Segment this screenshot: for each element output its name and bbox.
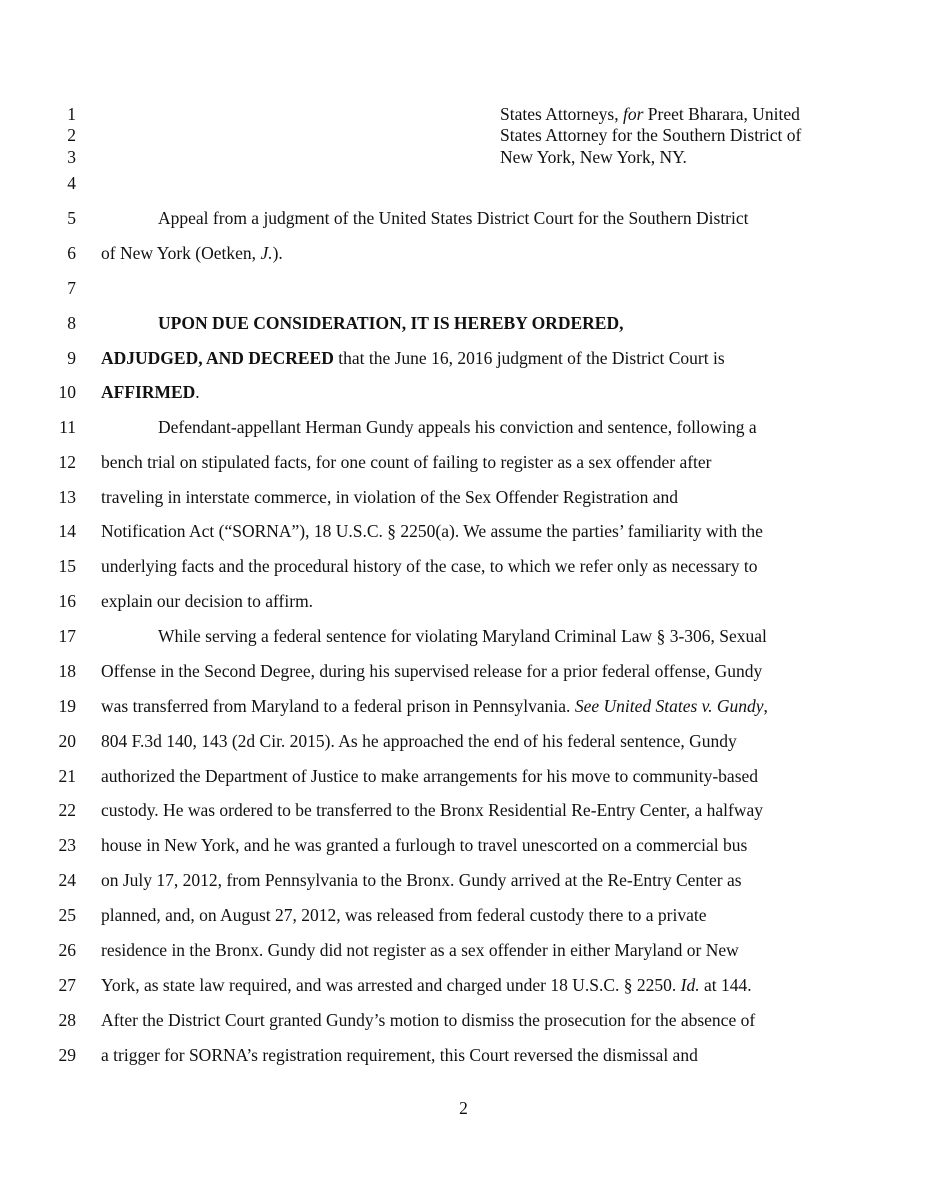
order-heading: UPON DUE CONSIDERATION, IT IS HEREBY ORDERED, bbox=[158, 313, 624, 333]
counsel-text: Preet Bharara, United bbox=[643, 104, 800, 124]
line-number: 24 bbox=[58, 870, 76, 890]
line-number: 15 bbox=[58, 556, 76, 576]
para2-line: authorized the Department of Justice to make arrangements for his move to community-based bbox=[101, 766, 759, 786]
para2-line: Offense in the Second Degree, during his supervised release for a prior federal offense, Gundy bbox=[101, 661, 763, 681]
para2-text: York, as state law required, and was arrested and charged under 18 U.S.C. § 2250. bbox=[101, 975, 681, 995]
appeal-text: of New York (Oetken, bbox=[101, 243, 261, 263]
line-number: 13 bbox=[58, 487, 76, 507]
counsel-line: New York, New York, NY. bbox=[500, 147, 687, 167]
line-number: 2 bbox=[67, 125, 76, 145]
line-number: 22 bbox=[58, 800, 76, 820]
line-number: 9 bbox=[67, 348, 76, 368]
line-number: 6 bbox=[67, 243, 76, 263]
para2-line: house in New York, and he was granted a furlough to travel unescorted on a commercial bus bbox=[101, 835, 748, 855]
line-number: 3 bbox=[67, 147, 76, 167]
order-text: . bbox=[195, 382, 200, 402]
line-number: 17 bbox=[58, 626, 76, 646]
line-number: 21 bbox=[58, 766, 76, 786]
line-number: 10 bbox=[58, 382, 76, 402]
para2-line: After the District Court granted Gundy’s motion to dismiss the prosecution for the absence of bbox=[101, 1010, 756, 1030]
page-number: 2 bbox=[459, 1098, 468, 1118]
judge-abbrev: J. bbox=[260, 243, 273, 263]
para2-line: 804 F.3d 140, 143 (2d Cir. 2015). As he approached the end of his federal sentence, Gundy bbox=[101, 731, 737, 751]
line-number: 27 bbox=[58, 975, 76, 995]
line-number: 19 bbox=[58, 696, 76, 716]
line-number: 28 bbox=[58, 1010, 76, 1030]
line-number: 11 bbox=[59, 417, 76, 437]
line-number: 25 bbox=[58, 905, 76, 925]
para2-line: planned, and, on August 27, 2012, was released from federal custody there to a private bbox=[101, 905, 707, 925]
line-number: 14 bbox=[58, 521, 76, 541]
counsel-italic: for bbox=[622, 104, 644, 124]
line-number: 8 bbox=[67, 313, 76, 333]
para2-text: was transferred from Maryland to a federal prison in Pennsylvania. bbox=[101, 696, 575, 716]
para1-line: Defendant-appellant Herman Gundy appeals his conviction and sentence, following a bbox=[158, 417, 757, 437]
line-number: 5 bbox=[67, 208, 76, 228]
para1-line: traveling in interstate commerce, in violation of the Sex Offender Registration and bbox=[101, 487, 679, 507]
line-number: 20 bbox=[58, 731, 76, 751]
appeal-line: Appeal from a judgment of the United States District Court for the Southern District bbox=[158, 208, 749, 228]
para2-text: , bbox=[763, 696, 768, 716]
appeal-text: ). bbox=[272, 243, 283, 263]
para2-line: custody. He was ordered to be transferred to the Bronx Residential Re-Entry Center, a halfway bbox=[101, 800, 763, 820]
order-bold: ADJUDGED, AND DECREED bbox=[101, 348, 334, 368]
line-number: 23 bbox=[58, 835, 76, 855]
id-citation: Id. bbox=[680, 975, 700, 995]
line-number: 4 bbox=[67, 173, 76, 193]
para2-line: a trigger for SORNA’s registration requirement, this Court reversed the dismissal and bbox=[101, 1045, 698, 1065]
order-line bbox=[101, 348, 725, 368]
para1-line: explain our decision to affirm. bbox=[101, 591, 314, 611]
line-number: 18 bbox=[58, 661, 76, 681]
case-citation: See United States v. Gundy bbox=[574, 696, 764, 716]
para1-line: underlying facts and the procedural history of the case, to which we refer only as necessary to bbox=[101, 556, 758, 576]
para2-line: While serving a federal sentence for violating Maryland Criminal Law § 3-306, Sexual bbox=[158, 626, 767, 646]
order-text: that the June 16, 2016 judgment of the District Court is bbox=[333, 348, 725, 368]
para2-line bbox=[101, 696, 768, 716]
para2-line: on July 17, 2012, from Pennsylvania to the Bronx. Gundy arrived at the Re-Entry Center as bbox=[101, 870, 742, 890]
line-number: 26 bbox=[58, 940, 76, 960]
para2-text: at 144. bbox=[699, 975, 752, 995]
order-line bbox=[101, 382, 200, 402]
line-number: 1 bbox=[67, 104, 76, 124]
counsel-line: States Attorney for the Southern District of bbox=[500, 125, 802, 145]
affirmed-label: AFFIRMED bbox=[101, 382, 196, 402]
line-number: 29 bbox=[58, 1045, 76, 1065]
para1-line: bench trial on stipulated facts, for one count of failing to register as a sex offender after bbox=[101, 452, 712, 472]
para2-line bbox=[101, 975, 752, 995]
para1-line: Notification Act (“SORNA”), 18 U.S.C. § 2250(a). We assume the parties’ familiarity with the bbox=[101, 521, 763, 541]
para2-line: residence in the Bronx. Gundy did not register as a sex offender in either Maryland or New bbox=[101, 940, 739, 960]
line-number: 12 bbox=[58, 452, 76, 472]
appeal-line bbox=[101, 243, 283, 263]
line-number: 7 bbox=[67, 278, 76, 298]
counsel-line bbox=[500, 104, 800, 124]
counsel-text: States Attorneys, bbox=[500, 104, 623, 124]
line-number: 16 bbox=[58, 591, 76, 611]
